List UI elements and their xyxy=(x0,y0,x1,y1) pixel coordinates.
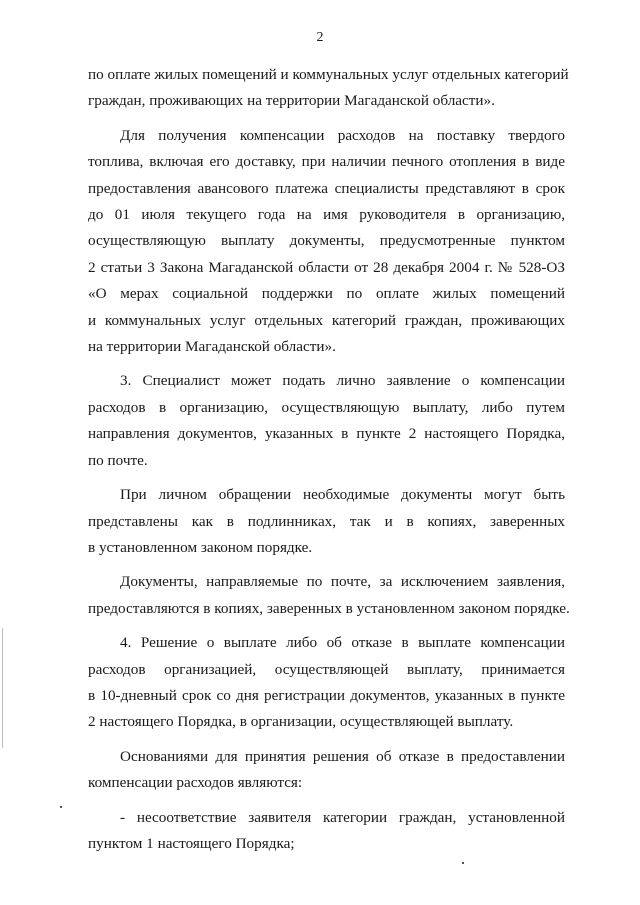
scan-artifact xyxy=(2,628,3,748)
paragraph-personal-visit xyxy=(88,482,565,561)
text-line: Документы, направляемые по почте, за исключением заявления, xyxy=(120,573,565,591)
text-line: топлива, включая его доставку, при наличии печного отопления в виде xyxy=(88,153,565,171)
text-line: «О мерах социальной поддержки по оплате жилых помещений xyxy=(88,285,565,303)
paragraph-mail-documents xyxy=(88,569,570,622)
paragraph-refusal-grounds xyxy=(88,744,565,797)
paragraph-continuation xyxy=(88,62,569,115)
document-body xyxy=(88,62,570,857)
text-line: осуществляющую выплату документы, предусмотренные пунктом xyxy=(88,232,565,250)
text-line: в 10-дневный срок со дня регистрации документов, указанных в пункте xyxy=(88,686,565,704)
text-line: предоставляются в копиях, заверенных в установленном законом порядке. xyxy=(88,599,570,617)
paragraph-item-3 xyxy=(88,368,565,474)
text-line: по оплате жилых помещений и коммунальных услуг отдельных категорий xyxy=(88,66,569,83)
text-line: 2 статьи 3 Закона Магаданской области от 28 декабря 2004 г. № 528-ОЗ xyxy=(88,258,565,276)
text-line: и коммунальных услуг отдельных категорий граждан, проживающих xyxy=(88,311,565,329)
text-line: 4. Решение о выплате либо об отказе в выплате компенсации xyxy=(120,634,565,652)
text-line: до 01 июля текущего года на имя руководителя в организацию, xyxy=(88,206,565,224)
paragraph-refusal-ground-1 xyxy=(88,805,565,858)
text-line: в установленном законом порядке. xyxy=(88,538,313,556)
text-line: 2 настоящего Порядка, в организации, осуществляющей выплату. xyxy=(88,713,514,731)
text-line: расходов организацией, осуществляющей выплату, принимается xyxy=(88,660,565,678)
scan-artifact xyxy=(60,806,62,808)
text-line: Основаниями для принятия решения об отказе в предоставлении xyxy=(120,747,565,765)
text-line: представлены как в подлинниках, так и в копиях, заверенных xyxy=(88,512,565,530)
paragraph-fuel-compensation xyxy=(88,123,565,361)
text-line: - несоответствие заявителя категории граждан, установленной xyxy=(120,808,565,826)
text-line: пунктом 1 настоящего Порядка; xyxy=(88,834,295,852)
text-line: направления документов, указанных в пункте 2 настоящего Порядка, xyxy=(88,425,565,443)
text-line: на территории Магаданской области». xyxy=(88,338,336,356)
text-line: При личном обращении необходимые документы могут быть xyxy=(120,486,565,504)
text-line: расходов в организацию, осуществляющую выплату, либо путем xyxy=(88,398,565,416)
text-line: по почте. xyxy=(88,451,148,469)
paragraph-item-4 xyxy=(88,630,565,736)
text-line: предоставления авансового платежа специалисты представляют в срок xyxy=(88,179,565,197)
text-line: 3. Специалист может подать лично заявление о компенсации xyxy=(120,372,565,390)
text-line: граждан, проживающих на территории Магаданской области». xyxy=(88,92,495,110)
text-line: Для получения компенсации расходов на поставку твердого xyxy=(120,126,565,144)
text-line: компенсации расходов являются: xyxy=(88,774,303,792)
page-number: 2 xyxy=(316,30,324,45)
scan-artifact xyxy=(462,862,464,864)
